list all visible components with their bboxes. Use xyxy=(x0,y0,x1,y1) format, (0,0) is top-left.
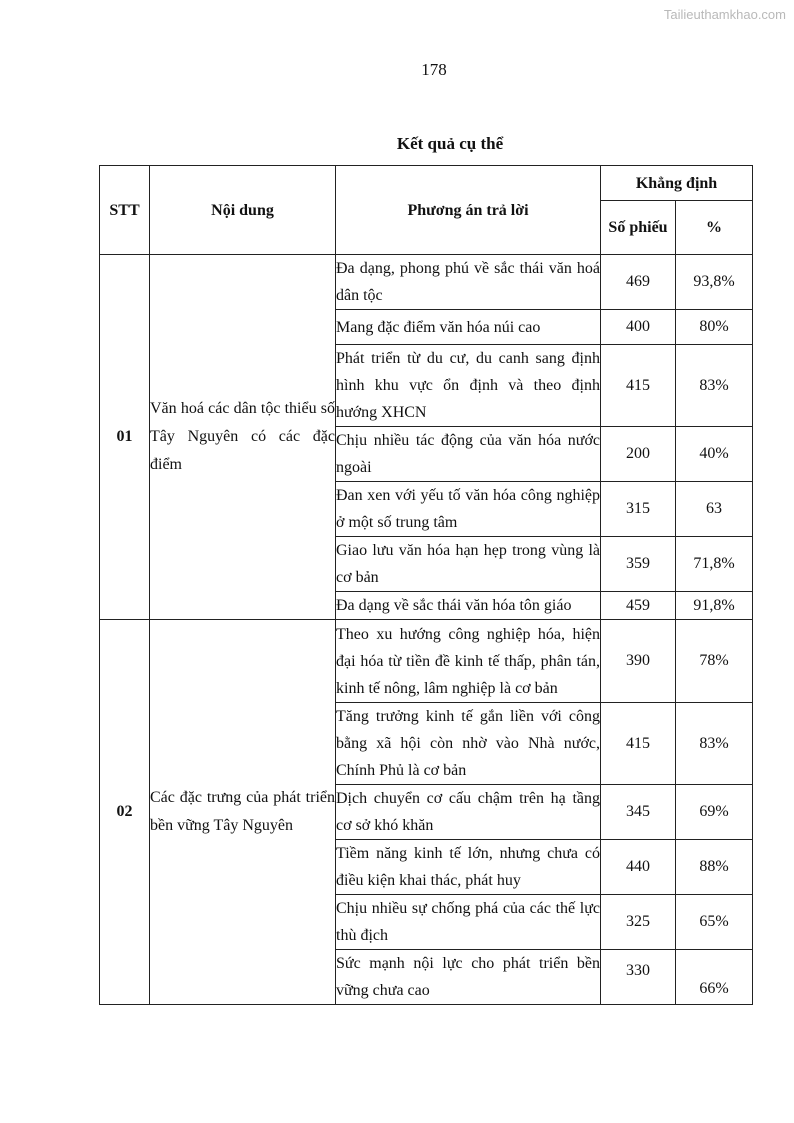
survey-results-table xyxy=(99,165,753,1005)
percent-cell: 69% xyxy=(676,785,753,840)
votes-cell: 200 xyxy=(601,427,676,482)
header-stt: STT xyxy=(100,166,150,255)
answer-cell: Phát triển từ du cư, du canh sang định hình khu vực ổn định và theo định hướng XHCN xyxy=(336,345,601,427)
table-row xyxy=(100,620,753,703)
table-title: Kết quả cụ thể xyxy=(396,134,504,153)
watermark: Tailieuthamkhao.com xyxy=(663,7,786,22)
answer-cell: Sức mạnh nội lực cho phát triển bền vững chưa cao xyxy=(336,950,601,1005)
percent-cell: 66% xyxy=(676,950,753,1005)
percent-cell: 63 xyxy=(676,482,753,537)
votes-cell: 330 xyxy=(601,950,676,1005)
votes-cell: 390 xyxy=(601,620,676,703)
answer-cell: Mang đặc điểm văn hóa núi cao xyxy=(336,310,601,345)
percent-cell: 71,8% xyxy=(676,537,753,592)
header-percent: % xyxy=(676,201,753,255)
votes-cell: 415 xyxy=(601,345,676,427)
table-body xyxy=(100,255,753,1005)
percent-cell: 88% xyxy=(676,840,753,895)
answer-cell: Chịu nhiều tác động của văn hóa nước ngoài xyxy=(336,427,601,482)
group-content: Các đặc trưng của phát triển bền vững Tây Nguyên xyxy=(150,620,336,1005)
group-number: 02 xyxy=(100,620,150,1005)
percent-cell: 40% xyxy=(676,427,753,482)
group-number: 01 xyxy=(100,255,150,620)
table-row xyxy=(100,255,753,310)
header-votes: Số phiếu xyxy=(601,201,676,255)
header-content: Nội dung xyxy=(150,166,336,255)
answer-cell: Giao lưu văn hóa hạn hẹp trong vùng là cơ bản xyxy=(336,537,601,592)
percent-cell: 80% xyxy=(676,310,753,345)
answer-cell: Đa dạng về sắc thái văn hóa tôn giáo xyxy=(336,592,601,620)
percent-cell: 83% xyxy=(676,703,753,785)
answer-cell: Đan xen với yếu tố văn hóa công nghiệp ở một số trung tâm xyxy=(336,482,601,537)
answer-cell: Tiềm năng kinh tế lớn, nhưng chưa có điều kiện khai thác, phát huy xyxy=(336,840,601,895)
answer-cell: Đa dạng, phong phú về sắc thái văn hoá dân tộc xyxy=(336,255,601,310)
percent-cell: 91,8% xyxy=(676,592,753,620)
votes-cell: 400 xyxy=(601,310,676,345)
votes-cell: 345 xyxy=(601,785,676,840)
answer-cell: Chịu nhiều sự chống phá của các thế lực thù địch xyxy=(336,895,601,950)
percent-cell: 65% xyxy=(676,895,753,950)
answer-cell: Dịch chuyển cơ cấu chậm trên hạ tầng cơ sở khó khăn xyxy=(336,785,601,840)
page-number: 178 xyxy=(421,60,447,79)
header-answer: Phương án trả lời xyxy=(336,166,601,255)
votes-cell: 315 xyxy=(601,482,676,537)
answer-cell: Tăng trưởng kinh tế gắn liền với công bằng xã hội còn nhờ vào Nhà nước, Chính Phủ là cơ bản xyxy=(336,703,601,785)
votes-cell: 440 xyxy=(601,840,676,895)
votes-cell: 359 xyxy=(601,537,676,592)
percent-cell: 78% xyxy=(676,620,753,703)
group-content: Văn hoá các dân tộc thiểu số Tây Nguyên có các đặc điểm xyxy=(150,255,336,620)
votes-cell: 325 xyxy=(601,895,676,950)
votes-cell: 469 xyxy=(601,255,676,310)
percent-cell: 93,8% xyxy=(676,255,753,310)
votes-cell: 415 xyxy=(601,703,676,785)
votes-cell: 459 xyxy=(601,592,676,620)
percent-cell: 83% xyxy=(676,345,753,427)
answer-cell: Theo xu hướng công nghiệp hóa, hiện đại hóa từ tiền đề kinh tế thấp, phân tán, kinh tế nông, lâm nghiệp là cơ bản xyxy=(336,620,601,703)
header-affirm: Khẳng định xyxy=(601,166,753,201)
